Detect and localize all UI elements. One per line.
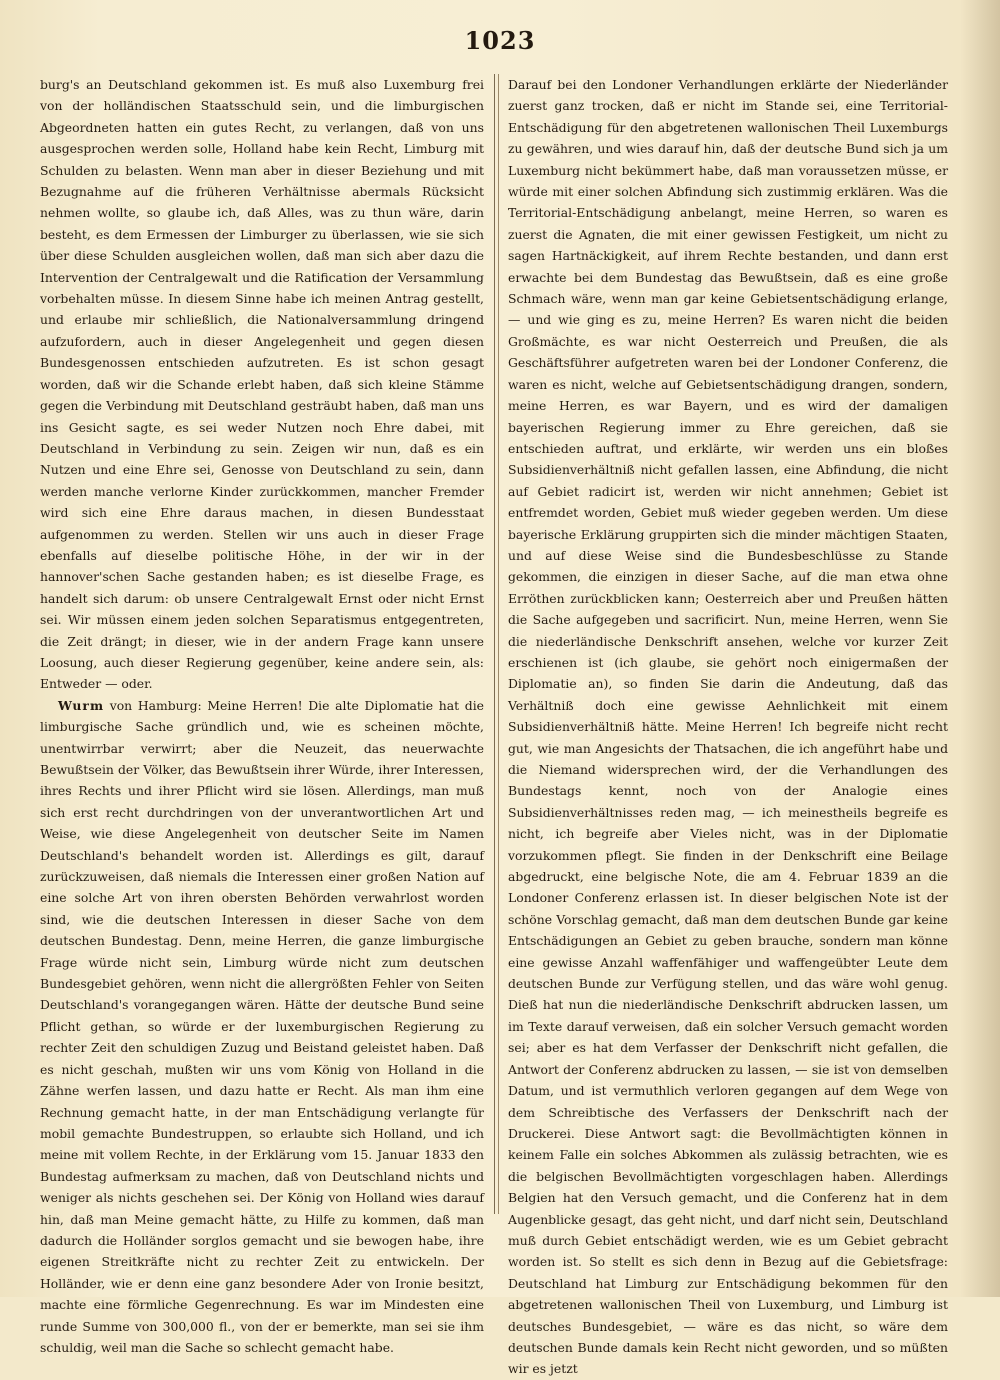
left-paragraph-2 — [40, 695, 484, 1359]
speaker-origin: von Hamburg: — [104, 697, 208, 713]
page-edge-shadow — [960, 0, 1000, 1297]
left-column — [40, 74, 484, 1355]
column-divider-inner — [498, 74, 499, 1214]
page-number: 1023 — [464, 26, 536, 55]
right-paragraph-1: Darauf bei den Londoner Verhandlungen erklärte der Niederländer zuerst ganz trocken, daß er nicht im Stande sei, eine Territorial-Entschädigung für den abgetretenen wallonischen Theil Luxemburgs zu gewähren, und wies darauf hin, daß der deutsche Bund sich ja um Luxemburg nicht bekümmert habe, daß man voraussetzen müsse, er würde mit einer solchen Abfindung sich zustimmig erklären. Was die Territorial-Entschädigung anbelangt, meine Herren, so waren es zuerst die Agnaten, die mit einer gewissen Festigkeit, um nicht zu sagen Hartnäckigkeit, auf ihrem Rechte bestanden, und dann erst erwachte bei dem Bundestag das Bewußtsein, daß es eine große Schmach wäre, wenn man gar keine Gebietsentschädigung erlange, — und wie ging es zu, meine Herren? Es waren nicht die beiden Großmächte, es war nicht Oesterreich und Preußen, die als Geschäftsführer aufgetreten waren bei der Londoner Conferenz, die waren es nicht, welche auf Gebietsentschädigung drangen, sondern, meine Herren, es war Bayern, und es wird der damaligen bayerischen Regierung immer zu Ehre gereichen, daß sie entschieden auftrat, und erklärte, wir werden uns ein bloßes Subsidienverhältniß nicht gefallen lassen, eine Abfindung, die nicht auf Gebiet radicirt ist, werden wir nicht annehmen; Gebiet ist entfremdet worden, Gebiet muß wieder gegeben werden. Um diese bayerische Erklärung gruppirten sich die minder mächtigen Staaten, und auf diese Weise sind die Bundesbeschlüsse zu Stande gekommen, die einzigen in dieser Sache, auf die man etwa ohne Erröthen zurückblicken kann; Oesterreich aber und Preußen hätten die Sache aufgegeben und sacrificirt. Nun, meine Herren, wenn Sie die niederländische Denkschrift ansehen, welche vor kurzer Zeit erschienen ist (ich glaube, sie gehört noch einigermaßen der Diplomatie an), so finden Sie darin die Andeutung, daß das Verhältniß doch eine gewisse Aehnlichkeit mit einem Subsidienverhältniß hätte. Meine Herren! Ich begreife nicht recht gut, wie man Angesichts der Thatsachen, die ich angeführt habe und die Niemand widersprechen wird, der die Verhandlungen des Bundestags kennt, noch von der Analogie eines Subsidienverhältnisses reden mag, — ich meinestheils begreife es nicht, ich begreife aber Vieles nicht, was in der Diplomatie vorzukommen pflegt. Sie finden in der Denkschrift eine Beilage abgedruckt, eine belgische Note, die am 4. Februar 1839 an die Londoner Conferenz erlassen ist. In dieser belgischen Note ist der schöne Vorschlag gemacht, daß man dem deutschen Bunde gar keine Entschädigungen an Gebiet zu geben brauche, sondern man könne eine gewisse Anzahl waffenfähiger und waffengeübter Leute dem deutschen Bunde zur Verfügung stellen, und das wäre wohl genug. Dieß hat nun die niederländische Denkschrift abdrucken lassen, um im Texte darauf verweisen, daß ein solcher Versuch gemacht worden sei; aber es hat dem Verfasser der Denkschrift nicht gefallen, die Antwort der Conferenz abdrucken zu lassen, — sie ist von demselben Datum, und ist vermuthlich verloren gegangen auf dem Wege von dem Schreibtische des Verfassers der Denkschrift nach der Druckerei. Diese Antwort sagt: die Bevollmächtigten können in keinem Falle ein solches Abkommen als zulässig betrachten, wie es die belgischen Bevollmächtigten vorgeschlagen haben. Allerdings Belgien hat den Versuch gemacht, und die Conferenz hat in dem Augenblicke gesagt, das geht nicht, und darf nicht sein, Deutschland muß durch Gebiet entschädigt werden, wie es um Gebiet gebracht worden ist. So stellt es sich denn in Bezug auf die Gebietsfrage: Deutschland hat Limburg zur Entschädigung bekommen für den abgetretenen wallonischen Theil von Luxemburg, und Limburg ist deutsches Bundesgebiet, — wäre es das nicht, so wäre dem deutschen Bunde damals kein Recht nicht geworden, und so müßten wir es jetzt — [508, 77, 948, 1377]
left-paragraph-1: burg's an Deutschland gekommen ist. Es muß also Luxemburg frei von der holländischen Staatsschuld sein, und die limburgischen Abgeordneten hatten ein gutes Recht, zu verlangen, daß von uns ausgesprochen werden solle, Holland habe kein Recht, Limburg mit Schulden zu belasten. Wenn man aber in dieser Beziehung und mit Bezugnahme auf die früheren Verhältnisse abermals Rücksicht nehmen wollte, so glaube ich, daß Alles, was zu thun wäre, darin besteht, es dem Ermessen der Limburger zu überlassen, wie sie sich über diese Schulden ausgleichen wollen, daß man sich aber dazu die Intervention der Centralgewalt und die Ratification der Versammlung vorbehalten müsse. In diesem Sinne habe ich meinen Antrag gestellt, und erlaube mir schließlich, die Nationalversammlung dringend aufzufordern, auch in dieser Angelegenheit und gegen diesen Bundesgenossen entschieden aufzutreten. Es ist schon gesagt worden, daß wir die Schande erlebt haben, daß sich kleine Stämme gegen die Verbindung mit Deutschland gesträubt haben, daß man uns ins Gesicht sagte, es sei weder Nutzen noch Ehre dabei, mit Deutschland in Verbindung zu sein. Zeigen wir nun, daß es ein Nutzen und eine Ehre sei, Genosse von Deutschland zu sein, dann werden manche verlorne Kinder zurückkommen, mancher Fremder wird sich eine Ehre daraus machen, in diesen Bundesstaat aufgenommen zu werden. Stellen wir uns auch in dieser Frage ebenfalls auf dieselbe politische Höhe, in der wir in der hannover'schen Sache gestanden haben; es ist dieselbe Frage, es handelt sich darum: ob unsere Centralgewalt Ernst oder nicht Ernst sei. Wir müssen einem jeden solchen Separatismus entgegentreten, die Zeit drängt; in dieser, wie in der andern Frage kann unsere Loosung, auch dieser Regierung gegenüber, keine andere sein, als: Entweder — oder. — [40, 77, 484, 692]
speech-text: Meine Herren! Die alte Diplomatie hat die limburgische Sache gründlich und, wie es scheinen möchte, unentwirrbar verwirrt; aber die Neuzeit, das neuerwachte Bewußtsein der Völker, das Bewußtsein ihrer Würde, ihrer Interessen, ihres Rechts und ihrer Pflicht wird sie lösen. Allerdings, man muß sich erst recht durchdringen von der unverantwortlichen Art und Weise, wie diese Angelegenheit von deutscher Seite im Namen Deutschland's behandelt worden ist. Allerdings es gilt, darauf zurückzuweisen, daß niemals die Interessen einer großen Nation auf eine solche Art von ihren obersten Behörden verwahrlost worden sind, wie die deutschen Interessen in dieser Sache von dem deutschen Bundestag. Denn, meine Herren, die ganze limburgische Frage würde nicht sein, Limburg würde nicht zum deutschen Bundesgebiet gehören, wenn nicht die allergrößten Fehler von Seiten Deutschland's vorangegangen wären. Hätte der deutsche Bund seine Pflicht gethan, so würde er der luxemburgischen Regierung zu rechter Zeit den schuldigen Zuzug und Beistand geleistet haben. Daß es nicht geschah, mußten wir uns vom König von Holland in die Zähne werfen lassen, und dazu hatte er Recht. Als man ihm eine Rechnung gemacht hatte, in der man Entschädigung verlangte für mobil gemachte Bundestruppen, so erlaubte sich Holland, und ich meine mit vollem Rechte, in der Erklärung vom 15. Januar 1833 den Bundestag aufmerksam zu machen, daß von Deutschland nichts und weniger als nichts geschehen sei. Der König von Holland wies darauf hin, daß man Meine gemacht hätte, zu Hilfe zu kommen, daß man dadurch die Holländer sorglos gemacht und sie bewogen habe, ihre eigenen Streitkräfte nicht zu rechter Zeit zu entwickeln. Der Holländer, wie er denn eine ganz besondere Ader von Ironie besitzt, machte eine förmliche Gegenrechnung. Es war im Mindesten eine runde Summe von 300,000 fl., von der er bemerkte, man sei sie ihm schuldig, weil man die Sache so schlecht gemacht habe. — [40, 697, 484, 1355]
column-divider — [494, 74, 495, 1214]
right-column — [508, 74, 948, 1377]
speaker-name: Wurm — [58, 697, 105, 713]
